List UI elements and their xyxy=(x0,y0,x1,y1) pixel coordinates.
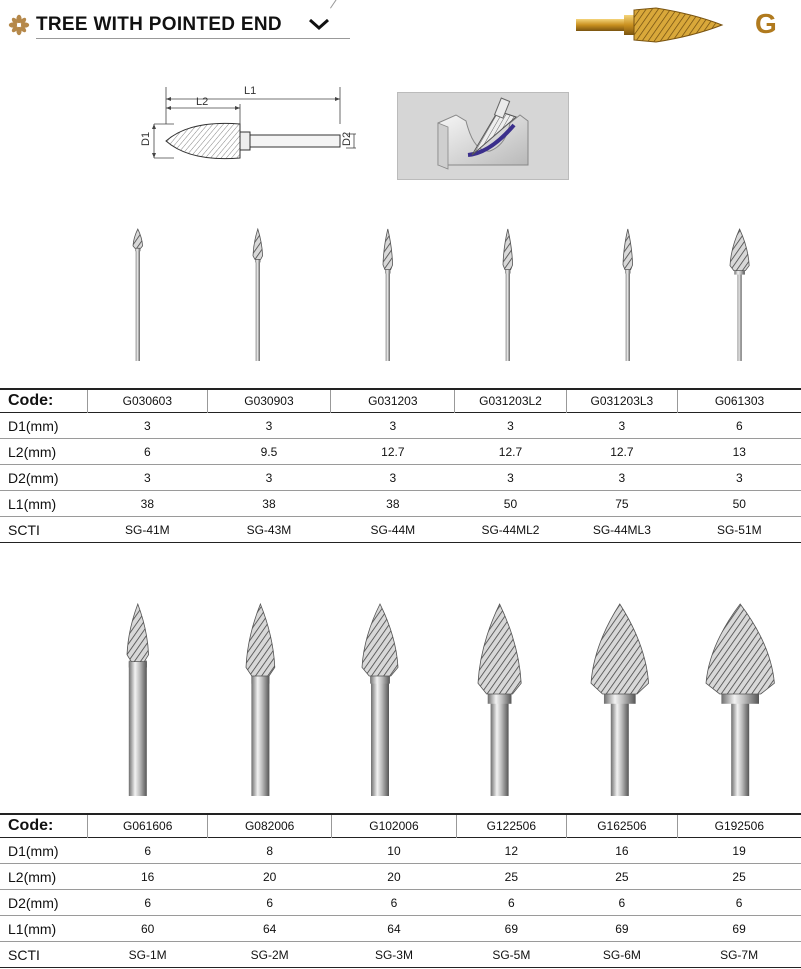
cell-scti: SG-41M xyxy=(88,517,207,543)
row-label: L1(mm) xyxy=(0,491,88,517)
gold-burr-image xyxy=(576,4,726,48)
cell-l2: 25 xyxy=(677,864,801,890)
cell-code: G102006 xyxy=(332,814,456,838)
row-scti xyxy=(0,517,801,543)
row-label: D1(mm) xyxy=(0,838,88,864)
row-d2 xyxy=(0,890,801,916)
row-l2 xyxy=(0,864,801,890)
cell-d2: 6 xyxy=(677,890,801,916)
row-l2 xyxy=(0,439,801,465)
cell-code: G031203L2 xyxy=(455,389,566,413)
cell-d2: 6 xyxy=(208,890,332,916)
title-underline-slant xyxy=(330,0,344,9)
cell-l1: 38 xyxy=(88,491,207,517)
cell-code: G061606 xyxy=(88,814,208,838)
cell-l2: 25 xyxy=(456,864,567,890)
row-label: L2(mm) xyxy=(0,864,88,890)
cell-code: G030903 xyxy=(207,389,331,413)
cell-l2: 12.7 xyxy=(331,439,455,465)
cell-scti: SG-5M xyxy=(456,942,567,968)
cell-scti: SG-51M xyxy=(678,517,801,543)
cell-code: G082006 xyxy=(208,814,332,838)
label-l2: L2 xyxy=(196,96,209,108)
cell-code: G031203 xyxy=(331,389,455,413)
cell-code: G192506 xyxy=(677,814,801,838)
cell-code: G122506 xyxy=(456,814,567,838)
cell-l2: 20 xyxy=(332,864,456,890)
row-code xyxy=(0,814,801,838)
page-title: TREE WITH POINTED END xyxy=(36,14,282,35)
application-illustration xyxy=(397,92,569,180)
burr-image xyxy=(357,600,403,800)
cell-d2: 3 xyxy=(207,465,331,491)
row-label: Code: xyxy=(8,392,54,409)
cell-l1: 60 xyxy=(88,916,208,942)
cell-scti: SG-1M xyxy=(88,942,208,968)
cell-l1: 50 xyxy=(455,491,566,517)
cell-l1: 50 xyxy=(678,491,801,517)
burr-image xyxy=(378,225,398,365)
burr-image xyxy=(473,600,526,800)
row-label: SCTI xyxy=(0,517,88,543)
title-underline xyxy=(36,38,350,39)
cell-scti: SG-44ML2 xyxy=(455,517,566,543)
cell-code: G061303 xyxy=(678,389,801,413)
cell-d2: 6 xyxy=(332,890,456,916)
cell-l2: 9.5 xyxy=(207,439,331,465)
burr-image xyxy=(618,225,638,365)
cell-d1: 3 xyxy=(455,413,566,439)
cell-d1: 12 xyxy=(456,838,567,864)
cell-l2: 13 xyxy=(678,439,801,465)
page-header xyxy=(0,0,801,50)
row-label: Code: xyxy=(8,817,54,834)
dimension-diagram xyxy=(140,80,370,180)
cell-d1: 16 xyxy=(567,838,678,864)
cell-d1: 3 xyxy=(331,413,455,439)
series-letter: G xyxy=(755,8,777,39)
burr-image xyxy=(498,225,518,365)
cell-d2: 3 xyxy=(88,465,207,491)
cell-l2: 6 xyxy=(88,439,207,465)
cell-d1: 3 xyxy=(88,413,207,439)
cell-l1: 69 xyxy=(456,916,567,942)
burr-image xyxy=(128,225,148,365)
row-d1 xyxy=(0,413,801,439)
cell-l2: 12.7 xyxy=(455,439,566,465)
cell-code: G031203L3 xyxy=(566,389,677,413)
cell-scti: SG-44ML3 xyxy=(566,517,677,543)
flower-icon xyxy=(8,14,30,36)
row-l1 xyxy=(0,916,801,942)
cell-scti: SG-7M xyxy=(677,942,801,968)
label-l1: L1 xyxy=(244,85,257,97)
burr-image xyxy=(122,600,154,800)
burr-image xyxy=(248,225,268,365)
cell-scti: SG-44M xyxy=(331,517,455,543)
row-l1 xyxy=(0,491,801,517)
cell-d1: 19 xyxy=(677,838,801,864)
row-code xyxy=(0,389,801,413)
cell-d2: 6 xyxy=(88,890,208,916)
cell-code: G030603 xyxy=(88,389,207,413)
chevron-down-icon xyxy=(308,17,330,31)
burr-image xyxy=(241,600,280,800)
burr-row-2 xyxy=(0,600,801,800)
row-label: SCTI xyxy=(0,942,88,968)
cell-l2: 25 xyxy=(567,864,678,890)
cell-l1: 64 xyxy=(332,916,456,942)
burr-row-1 xyxy=(0,225,801,365)
cell-l1: 64 xyxy=(208,916,332,942)
cell-l2: 12.7 xyxy=(566,439,677,465)
cell-l1: 38 xyxy=(207,491,331,517)
cell-d2: 3 xyxy=(455,465,566,491)
cell-scti: SG-3M xyxy=(332,942,456,968)
cell-d1: 6 xyxy=(88,838,208,864)
cell-d1: 3 xyxy=(207,413,331,439)
row-label: L2(mm) xyxy=(0,439,88,465)
cell-d2: 6 xyxy=(567,890,678,916)
label-d2: D2 xyxy=(341,131,353,146)
cell-l1: 69 xyxy=(677,916,801,942)
row-scti xyxy=(0,942,801,968)
cell-code: G162506 xyxy=(567,814,678,838)
cell-scti: SG-43M xyxy=(207,517,331,543)
row-d2 xyxy=(0,465,801,491)
spec-table-2 xyxy=(0,813,801,968)
row-label: L1(mm) xyxy=(0,916,88,942)
cell-l1: 75 xyxy=(566,491,677,517)
burr-image xyxy=(725,225,754,365)
cell-l2: 20 xyxy=(208,864,332,890)
cell-d1: 8 xyxy=(208,838,332,864)
cell-l1: 38 xyxy=(331,491,455,517)
row-d1 xyxy=(0,838,801,864)
cell-d1: 3 xyxy=(566,413,677,439)
row-label: D1(mm) xyxy=(0,413,88,439)
cell-d2: 3 xyxy=(566,465,677,491)
cell-l1: 69 xyxy=(567,916,678,942)
cell-d2: 3 xyxy=(331,465,455,491)
cell-d2: 6 xyxy=(456,890,567,916)
burr-image xyxy=(586,600,654,800)
cell-d2: 3 xyxy=(678,465,801,491)
spec-table-1 xyxy=(0,388,801,543)
cell-scti: SG-2M xyxy=(208,942,332,968)
row-label: D2(mm) xyxy=(0,465,88,491)
cell-scti: SG-6M xyxy=(567,942,678,968)
burr-image xyxy=(701,600,779,800)
cell-l2: 16 xyxy=(88,864,208,890)
cell-d1: 10 xyxy=(332,838,456,864)
row-label: D2(mm) xyxy=(0,890,88,916)
cell-d1: 6 xyxy=(678,413,801,439)
label-d1: D1 xyxy=(140,131,152,146)
